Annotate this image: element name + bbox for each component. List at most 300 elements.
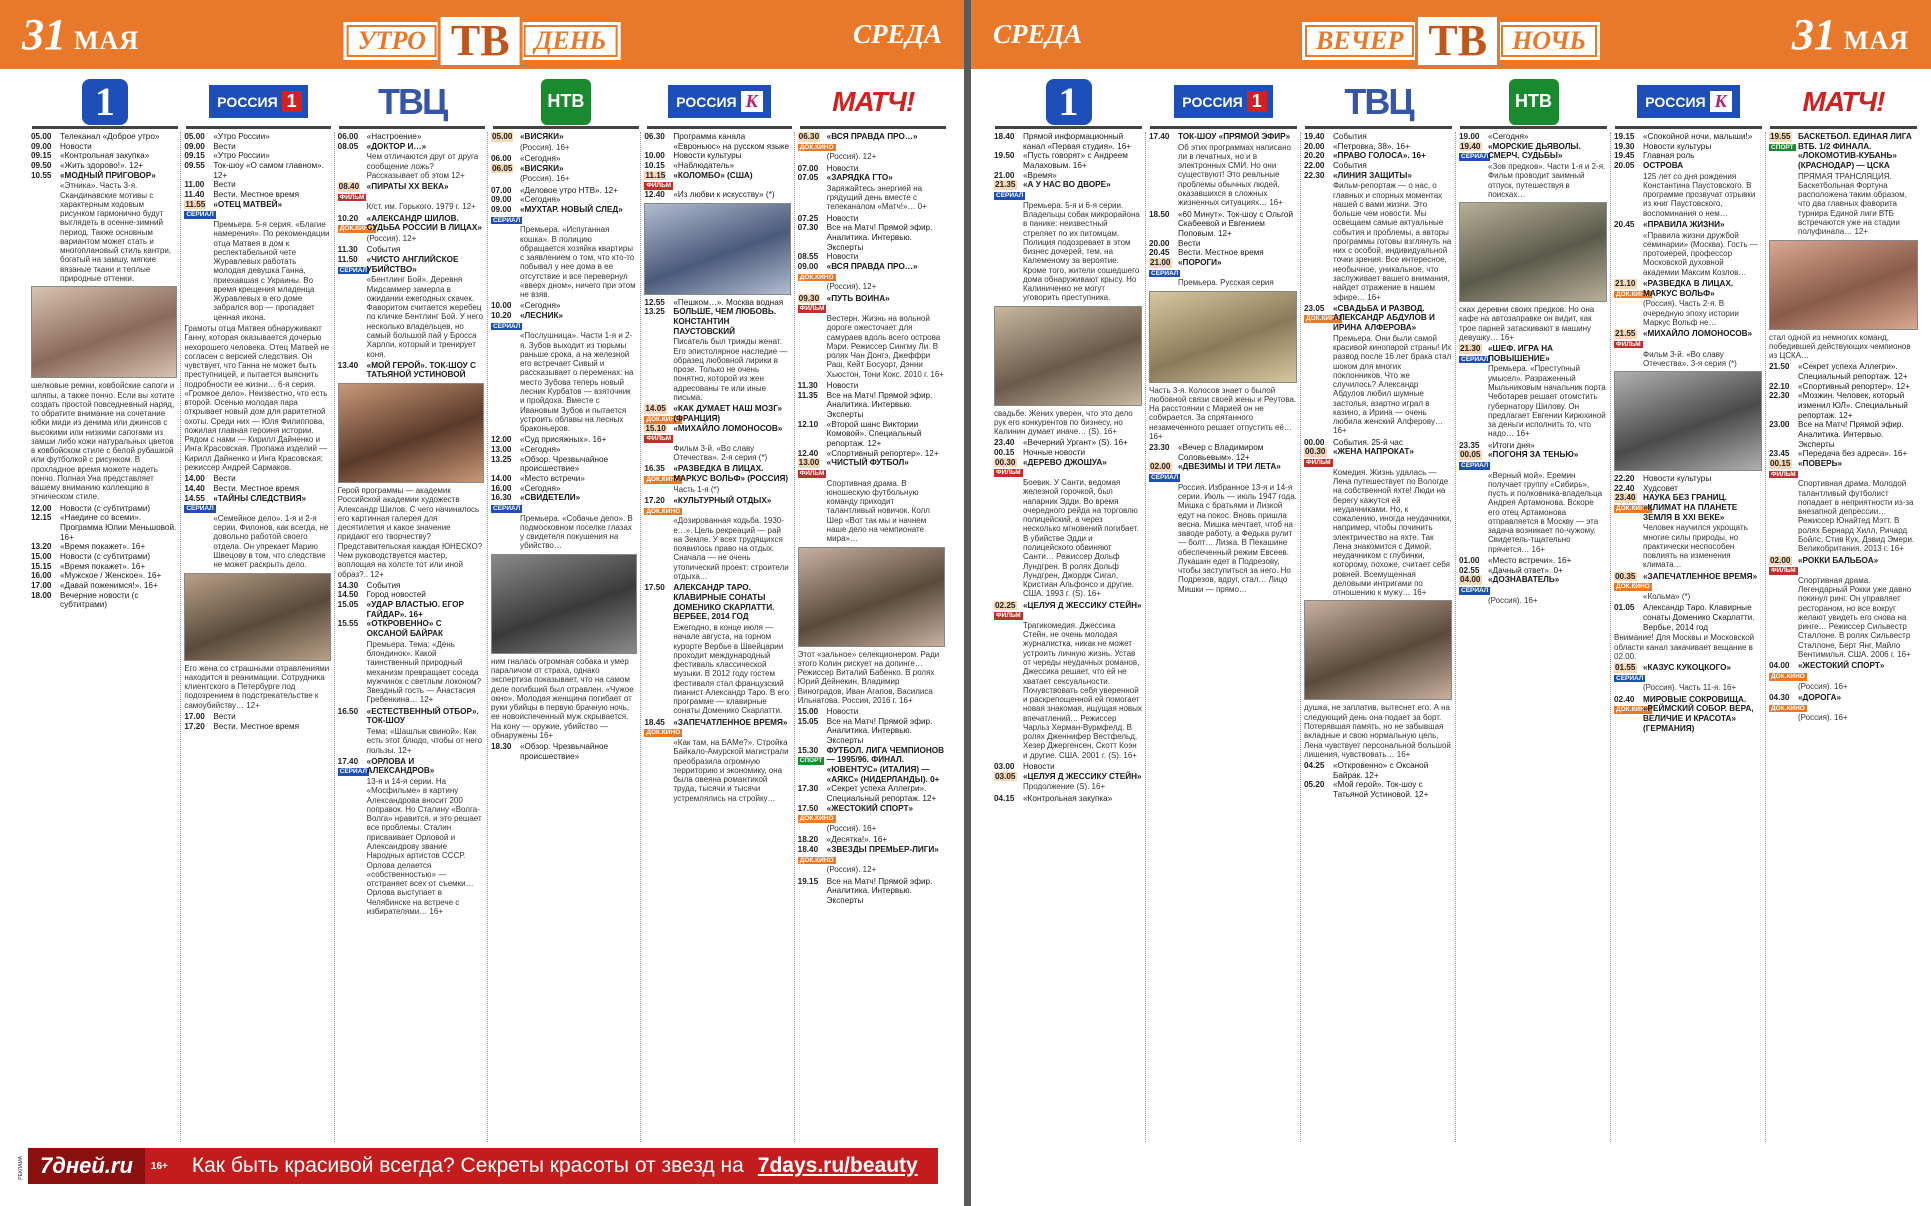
- program-time: 14.00: [184, 474, 205, 484]
- program-listing: [994, 132, 1142, 151]
- program-title: Новости: [60, 141, 92, 151]
- program-time-cell: [1459, 441, 1485, 451]
- program-time: 16.00: [490, 483, 512, 493]
- program-time: 21.55: [1615, 329, 1636, 339]
- program-title: «Вечерний Ургант» (S). 16+: [1023, 438, 1128, 448]
- program-description: Премьера. 5-я серия. «Благие намерения». По рекомендации отца Матвея в дом к респектабельной чете Журавлевых работать молодая девушка Ганна, приехавшая с Украины. Во время крещения младенца Журавлевых в его доме забрался вор — пропадает ценная икона.: [213, 220, 330, 322]
- program-time-cell: [798, 252, 824, 262]
- program-title: «Передача без адреса». 16+: [1798, 449, 1908, 459]
- program-listing: [338, 255, 484, 274]
- program-time: 07.00: [797, 163, 819, 173]
- genre-badge: ДОК.КИНО: [1616, 290, 1650, 298]
- program-time: 04.15: [994, 793, 1015, 803]
- program-title: «ПРАВИЛА ЖИЗНИ»: [1643, 220, 1725, 230]
- program-time: 11.30: [797, 380, 818, 390]
- program-time-cell: [491, 186, 517, 196]
- program-title: «А У НАС ВО ДВОРЕ»: [1023, 180, 1111, 190]
- program-time-cell: [994, 438, 1020, 448]
- right-date-number: 31: [1791, 10, 1836, 59]
- program-title: «Сегодня»: [519, 301, 561, 311]
- program-time-cell: [491, 445, 517, 455]
- program-listing: [1614, 695, 1762, 734]
- program-title: «Из любви к искусству» (*): [673, 190, 775, 200]
- program-time: 12.15: [31, 513, 52, 523]
- program-listing: [1769, 449, 1918, 459]
- program-time-cell: [994, 772, 1020, 782]
- genre-badge: СЕРИАЛ: [492, 322, 521, 330]
- ad-age-rating: 16+: [150, 1160, 168, 1172]
- program-description: Тема: «Шашлык свиной». Как есть этот блюдо, чтобы от него пользы. 12+: [366, 727, 483, 755]
- program-time: 23.35: [1459, 440, 1480, 450]
- program-listing: [184, 132, 330, 142]
- program-description: «Дозированная ходьба. 1930-е…». Цель рекреаций — рай на Земле. У всех трудящихся появилось право на отдых. Сначала — не очень утопический проект: строители отдыха…: [673, 516, 789, 582]
- program-listing: [338, 245, 484, 255]
- program-listing: [994, 601, 1142, 620]
- schedule-column-russia-1: [1146, 132, 1301, 1142]
- program-time-cell: [1614, 329, 1640, 348]
- program-time-cell: [798, 784, 824, 803]
- program-time-cell: [184, 132, 210, 142]
- genre-badge: СПОРТ: [799, 757, 823, 765]
- channel-logo-text: ТВЦ: [1344, 80, 1413, 122]
- program-title: «РОККИ БАЛЬБОА»: [1798, 555, 1879, 565]
- program-listing: [1149, 132, 1297, 142]
- program-time: 17.50: [644, 583, 665, 593]
- program-time-cell: [338, 361, 364, 380]
- program-time-cell: [31, 504, 57, 514]
- page-gutter: [964, 0, 971, 1206]
- program-time: 16.00: [31, 571, 52, 581]
- program-title: «Время»: [1023, 170, 1057, 180]
- program-listing: [1614, 220, 1762, 230]
- program-description: (Россия). 16+: [1798, 713, 1848, 723]
- program-description: (Россия). 16+: [519, 174, 570, 184]
- program-listing: [491, 301, 637, 311]
- right-header: [971, 0, 1931, 69]
- channel-logo-number: 1: [1247, 91, 1267, 112]
- program-description: Грамоты отца Матвея обнаруживают Ганну, которая оказывается дочерью нехорошего человека. Отец Матвей не согласен с версией следствия. Он чувствует, что Ганна не может быть преступницей, и пытается выяснить подробности ее жизни… 6-я серия. «Громкое дело». Неизвестно, что есть второй. Осенью молодая пара открывает новый дом для раритетной охоты. Среди них — Юля Филиппова, пожилая главная героиня истории. Рядом с нами — Кирилл Дайненко и Инга Красовская. Пропажа изделий — Кирилл Дайненко и Инга Красовская; режиссер Андрей Сармаков.: [184, 323, 330, 472]
- program-time: 18.40: [797, 845, 819, 855]
- program-time: 12.55: [644, 297, 665, 307]
- program-listing: [994, 794, 1142, 804]
- program-time: 15.05: [337, 600, 359, 610]
- ad-label: РЕКЛАМА: [18, 1156, 24, 1180]
- program-listing: [1769, 459, 1918, 478]
- channel-ntv-logo: [493, 77, 639, 129]
- program-description: сках деревни своих предков. Но она кафе на автозаправке он видит, как трое парней затаскивают в машину девушку… 16+: [1459, 305, 1595, 342]
- program-time: 17.00: [31, 581, 52, 591]
- program-time-cell: [184, 161, 210, 180]
- program-time-cell: [491, 301, 517, 311]
- right-weekday: СРЕДА: [993, 19, 1082, 49]
- program-listing: [338, 757, 484, 776]
- program-title: Вести: [213, 711, 236, 721]
- program-title: «Место встречи»: [519, 473, 585, 483]
- program-title: «ЕСТЕСТВЕННЫЙ ОТБОР». ТОК-ШОУ: [366, 706, 479, 726]
- program-time: 17.20: [184, 721, 205, 731]
- program-title: События: [366, 245, 401, 255]
- program-time-cell: [644, 161, 670, 171]
- program-time: 16.30: [490, 493, 512, 503]
- program-time-cell: [644, 307, 670, 336]
- program-time: 23.00: [1769, 420, 1790, 430]
- program-time: 04.00: [1460, 575, 1481, 585]
- program-title: «ДВЕЗИМЫ И ТРИ ЛЕТА»: [1178, 462, 1281, 472]
- program-time: 19.40: [1460, 141, 1481, 151]
- program-photo: [1769, 240, 1918, 330]
- program-time-cell: [1304, 438, 1330, 448]
- program-listing: [994, 171, 1142, 181]
- program-time: 14.40: [184, 483, 205, 493]
- program-title: «ОРЛОВА И АЛЕКСАНДРОВ»: [366, 756, 435, 776]
- program-title: «Дачный ответ». 0+: [1488, 565, 1563, 575]
- program-time-cell: [798, 294, 824, 313]
- program-time: 02.55: [1459, 565, 1480, 575]
- program-time: 02.00: [1770, 555, 1791, 565]
- program-title: Программа канала «Евроньюс» на русском языке: [673, 132, 790, 151]
- program-time-cell: [798, 132, 834, 151]
- program-time-cell: [338, 581, 364, 591]
- program-description: (Россия). 16+: [826, 824, 877, 834]
- program-time-cell: [1614, 474, 1640, 484]
- program-listing: [1459, 344, 1607, 363]
- program-listing: [798, 717, 945, 746]
- program-title: «Секрет успеха Аллегри». Специальный репортаж. 12+: [1798, 362, 1908, 382]
- program-time-cell: [994, 171, 1020, 181]
- program-description: Спортивная драма. В юношескую футбольную команду приходит талантливый новичок. Колл Шер «Вот так мы и начнем наше дело на чемпионате мира»…: [826, 478, 930, 544]
- program-time-cell: [1614, 663, 1644, 682]
- program-title: «Контрольная закупка»: [1023, 793, 1113, 803]
- program-time-cell: [338, 182, 364, 201]
- genre-badge: СЕРИАЛ: [1461, 461, 1489, 469]
- program-title: Вести. Местное время: [1178, 248, 1264, 258]
- program-title: Все на Матч! Прямой эфир. Аналитика. Интервью. Эксперты: [826, 223, 933, 252]
- channel-russia-1-logo: [1150, 77, 1297, 129]
- program-title: «60 Минут». Ток-шоу с Ольгой Скабеевой и Евгением Поповым. 12+: [1178, 209, 1294, 238]
- left-page: [0, 0, 964, 1206]
- program-time-cell: [184, 493, 214, 513]
- program-time: 10.00: [490, 301, 512, 311]
- program-title: АЛЕКСАНДР ТАРО. КЛАВИРНЫЕ СОНАТЫ ДОМЕНИКО СКАРЛАТТИ. ВЕРБЕЕ, 2014 ГОД: [673, 583, 775, 622]
- program-title: «Спортивный репортер». 12+: [1798, 381, 1910, 391]
- program-time: 23.40: [1615, 493, 1636, 503]
- program-listing: [31, 562, 177, 572]
- program-description: «Семейное дело». 1-я и 2-я серии. Филонов, как всегда, не довольно работой своего отдела. Он упрекает Марию Швецову в том, что следствие не может раскрыть дело.: [213, 513, 329, 570]
- program-listing: [338, 707, 484, 726]
- program-title: Телеканал «Доброе утро»: [60, 132, 160, 141]
- program-time-cell: [1149, 443, 1175, 462]
- program-title: Новости: [826, 213, 859, 223]
- channel-logo-text: РОССИЯ: [217, 93, 278, 110]
- program-listing: [184, 474, 330, 484]
- program-listing: [644, 464, 790, 483]
- program-description: (Россия). 16+: [1798, 681, 1848, 691]
- genre-badge: ФИЛЬМ: [799, 469, 825, 477]
- program-title: Прямой информационный канал «Первая студия». 16+: [1023, 132, 1132, 151]
- program-title: Новости (с субтитрами): [60, 552, 151, 562]
- program-listing: [994, 448, 1142, 458]
- program-description: Спортивная драма. Молодой талантливый футболист попадает в неприятности из-за внезапной депрессии… Режиссер Юнайтед Мэтт. В ролях Бернард Хилл, Ричард Бойлс, Стив Кук, Дэвид Эмери. Великобритания. 2013 г. 16+: [1798, 479, 1915, 554]
- program-title: «КАЗУС КУКОЦКОГО»: [1643, 663, 1732, 673]
- program-time: 06.05: [491, 163, 513, 173]
- genre-badge: ДОК.КИНО: [1771, 704, 1805, 712]
- program-listing: [1304, 780, 1452, 799]
- program-time: 05.20: [1304, 780, 1325, 790]
- program-description: Боевик. У Санти, ведомая железной горочкой, был напарник Эдди. Во время очередного рейда на торговлю полицейский, а через несколько мгновений погибает. В убийстве Эдди и полицейского обвиняют Санти… Режиссер Дольф Лундгрен. В ролях Дольф Лундгрен, Джордж Сигал, Кристиан Альфонсо и другие. США. 1993 г. (S). 16+: [1023, 478, 1139, 599]
- program-listing: [1614, 663, 1762, 682]
- program-time-cell: [490, 311, 521, 330]
- program-title: «МИХАЙЛО ЛОМОНОСОВ»: [1643, 329, 1753, 339]
- program-time-cell: [31, 513, 57, 542]
- program-time: 10.15: [644, 161, 665, 171]
- program-time: 07.25: [797, 213, 819, 223]
- program-title: «Давай поженимся!». 16+: [60, 581, 158, 591]
- program-listing: [338, 182, 484, 201]
- program-listing: [338, 142, 484, 152]
- program-listing: [798, 391, 945, 420]
- genre-badge: ДОК.КИНО: [1771, 672, 1805, 680]
- program-listing: [31, 513, 177, 542]
- program-title: События: [366, 580, 401, 590]
- program-time-cell: [644, 496, 681, 515]
- program-title: «Сегодня»: [519, 483, 561, 493]
- program-time: 10.20: [337, 213, 359, 223]
- program-title: «РАЗВЕДКА В ЛИЦАХ. МАРКУС ВОЛЬФ»: [1643, 279, 1734, 298]
- program-listing: [491, 474, 637, 484]
- program-time-cell: [337, 756, 368, 776]
- channel-logo-text: РОССИЯ: [1182, 93, 1243, 110]
- program-time: 07.05: [797, 173, 819, 183]
- program-title: «ТАЙНЫ СЛЕДСТВИЯ»: [213, 493, 307, 503]
- program-time: 03.05: [995, 771, 1016, 781]
- program-listing: [644, 424, 790, 443]
- right-date: [1792, 9, 1909, 60]
- program-description: К/ст. им. Горького. 1979 г. 12+: [366, 202, 476, 212]
- program-listing: [644, 132, 790, 151]
- program-title: Все на Матч! Прямой эфир. Аналитика. Интервью. Эксперты: [826, 716, 933, 746]
- program-description: (Россия). Часть 2-я. В очередную эпоху истории Маркус Вольф не…: [1643, 299, 1739, 327]
- program-description: «Кольма» (*): [1643, 592, 1691, 602]
- program-listing: [798, 214, 945, 224]
- program-title: Вести. Местное время: [213, 483, 300, 493]
- program-time: 13.00: [798, 458, 820, 468]
- program-time-cell: [798, 707, 824, 717]
- ntv-logo-icon: [541, 79, 591, 125]
- program-listing: [338, 619, 484, 638]
- program-title: «ДОРОГА»: [1798, 692, 1842, 702]
- genre-badge: ДОК.КИНО: [799, 815, 834, 823]
- genre-badge: ДОК.КИНО: [646, 476, 681, 484]
- program-time: 01.00: [1459, 556, 1480, 566]
- program-time-cell: [798, 381, 824, 391]
- program-time-cell: [644, 190, 670, 200]
- genre-badge: СЕРИАЛ: [339, 266, 368, 274]
- program-listing: [798, 381, 945, 391]
- channel-tvc-logo: [1305, 77, 1452, 129]
- program-title: «ВИСЯКИ»: [519, 132, 564, 141]
- program-time: 14.30: [337, 580, 359, 590]
- program-listing: [1459, 441, 1607, 451]
- program-listing: [1769, 661, 1918, 680]
- program-description: ПРЯМАЯ ТРАНСЛЯЦИЯ. Баскетбольная Фортуна расположена таким образом, что два главных фаворита турнира Единой лиги ВТБ встречаются уже на стадии полуфинала… 12+: [1798, 171, 1907, 237]
- program-time: 06.00: [490, 153, 512, 163]
- program-title: «УДАР ВЛАСТЬЮ. ЕГОР ГАЙДАР». 16+: [366, 600, 464, 619]
- program-time-cell: [797, 803, 834, 823]
- program-listing: [31, 142, 177, 152]
- program-time-cell: [1769, 132, 1795, 171]
- program-time-cell: [491, 195, 517, 205]
- program-listing: [1614, 329, 1762, 348]
- program-title: «Место встречи». 16+: [1488, 556, 1572, 566]
- program-title: «КУЛЬТУРНЫЙ ОТДЫХ»: [673, 496, 772, 506]
- program-description: ним гналась огромная собака и умер параличом от страха, однако экспертиза показывает, что на самом деле погибший был отравлен. «Чужое окно». Молодая женщина погибает от руки убийцы в первую брачную ночь, ее новоиспеченный муж скрывается. На кону — оружие, убийство — обнаружены 16+: [490, 656, 634, 740]
- ad-link[interactable]: 7days.ru/beauty: [757, 1154, 918, 1177]
- program-time: 03.00: [994, 761, 1015, 771]
- program-listing: [1304, 171, 1452, 181]
- program-title: «МОДНЫЙ ПРИГОВОР»: [60, 170, 156, 180]
- program-time-cell: [1614, 132, 1640, 142]
- program-time: 21.50: [1769, 362, 1790, 372]
- program-title: «ДОКТОР И…»: [366, 141, 427, 151]
- program-description: Спортивная драма. Легендарный Рокки уже давно покинул ринг. Он управляет рестораном, но все вокруг желают увидеть его снова на ринге… Режиссер Сильвестр Сталлоне. В ролях Сильвестр Сталлоне, Берт Янг, Майло Вентимилья. США. 2006 г. 16+: [1798, 575, 1912, 659]
- program-photo: [644, 203, 790, 295]
- program-time-cell: [798, 746, 824, 785]
- program-description: (Россия). 16+: [519, 142, 570, 152]
- program-title: «МИХАЙЛО ЛОМОНОСОВ»: [673, 423, 783, 433]
- program-time: 18.40: [994, 132, 1015, 141]
- program-time-cell: [338, 132, 364, 142]
- schedule-column-channel-one: [28, 132, 181, 1142]
- program-listing: [1614, 603, 1762, 632]
- program-time: 20.45: [1614, 220, 1635, 230]
- schedule-column-channel-one: [991, 132, 1146, 1142]
- program-description: Россия. Избранное 13-я и 14-я серии. Июль — июль 1947 года. Мишка с братьями и Лизкой едут на покос. Вновь пришла весна. Мишка мечтает, чтоб на заводе работу, а Федька рулит — болт… Лизка. В Пекашине обеспеченный режим Евсеев. Лукашин едет в Подрезову, чтобы заступиться за него. Но Подрезов, вдруг, стал… Лицо Мишки — прямо…: [1178, 482, 1297, 594]
- channel-logo-number: К: [741, 91, 763, 112]
- program-title: «Вечер с Владимиром Соловьевым». 12+: [1178, 443, 1264, 462]
- ad-banner[interactable]: [18, 1148, 938, 1184]
- program-listing: [338, 132, 484, 142]
- program-title: «СВИДЕТЕЛИ»: [519, 493, 581, 503]
- program-time: 17.50: [797, 803, 819, 813]
- genre-badge: ДОК.КИНО: [799, 143, 834, 151]
- program-time: 20.20: [1304, 151, 1325, 161]
- program-listing: [798, 164, 945, 174]
- program-title: Вечерние новости (с субтитрами): [60, 590, 139, 610]
- program-time-cell: [798, 391, 824, 420]
- match-logo-icon: [1803, 86, 1885, 118]
- program-title: Все на Матч! Прямой эфир. Аналитика. Интервью. Эксперты: [826, 876, 933, 906]
- program-time-cell: [644, 171, 670, 190]
- genre-badge: ДОК.КИНО: [799, 856, 834, 864]
- schedule-column-ntv: [488, 132, 641, 1142]
- program-time-cell: [491, 484, 517, 494]
- program-title: «Пешком…». Москва водная: [673, 297, 784, 307]
- program-title: «МОЙ ГЕРОЙ». ТОК-ШОУ С ТАТЬЯНОЙ УСТИНОВОЙ: [366, 360, 476, 380]
- program-time: 14.00: [490, 473, 512, 483]
- program-listing: [798, 784, 945, 803]
- program-time: 00.30: [995, 457, 1016, 467]
- program-title: Главная роль: [1643, 151, 1695, 161]
- program-listing: [491, 195, 637, 205]
- program-title: «Спокойной ночи, малыши!»: [1643, 132, 1753, 141]
- program-time: 09.30: [798, 293, 820, 303]
- program-listing: [994, 438, 1142, 448]
- program-time: 19.00: [1459, 132, 1480, 141]
- genre-badge: СЕРИАЛ: [1151, 474, 1179, 482]
- program-time: 14.50: [337, 590, 359, 600]
- program-description: (Россия). 12+: [826, 282, 877, 292]
- program-listing: [1769, 556, 1918, 575]
- program-time-cell: [1614, 484, 1640, 494]
- program-description: Премьера. Русская серия: [1178, 278, 1274, 288]
- program-title: «Контрольная закупка»: [60, 151, 150, 161]
- program-time: 23.45: [1769, 449, 1790, 459]
- program-listing: [1769, 132, 1918, 171]
- russia-1-logo-icon: [209, 85, 307, 118]
- program-title: Все на Матч! Прямой эфир. Аналитика. Интервью. Эксперты: [826, 390, 933, 419]
- program-time: 14.05: [645, 404, 666, 414]
- program-time-cell: [1769, 449, 1795, 459]
- program-description: Часть 3-я. Колосов знает о былой любовной связи своей жены и Реутова. На расстоянии с Марией он не собирается. За спрятанного незамеченного решает отпустить её… 16+: [1149, 385, 1297, 441]
- program-listing: [798, 262, 945, 281]
- left-section-logo: [344, 14, 621, 68]
- tvc-logo-icon: [378, 81, 446, 123]
- program-time: 05.00: [31, 132, 52, 141]
- program-time: 18.50: [1149, 209, 1170, 219]
- program-listing: [491, 435, 637, 445]
- channel-match-logo: [800, 77, 946, 129]
- right-channel-strip: [971, 77, 1931, 129]
- program-listing: [798, 877, 945, 906]
- genre-badge: ДОК.КИНО: [339, 225, 374, 233]
- program-time: 17.30: [797, 784, 819, 794]
- program-listing: [184, 200, 330, 219]
- program-time-cell: [338, 590, 364, 600]
- program-title: «Сегодня»: [1488, 132, 1529, 141]
- program-listing: [338, 590, 484, 600]
- program-description: Ежегодно, в конце июля — начале августа, на горном курорте Вербье в Швейцарии проходит международный фестиваль классической музыки. В 2012 году гостем фестиваля стал французский пианист Александр Таро. В его программе — клавирные сонаты Доменико Скарлатти.: [673, 622, 790, 716]
- program-time-cell: [994, 448, 1020, 458]
- program-title: Новости культуры: [1643, 141, 1712, 151]
- program-time-cell: [644, 404, 681, 423]
- program-title: «ПИРАТЫ XX ВЕКА»: [366, 182, 449, 192]
- program-listing: [1459, 132, 1607, 142]
- program-listing: [1459, 575, 1607, 594]
- program-time: 02.00: [1150, 462, 1171, 472]
- program-listing: [1614, 161, 1762, 171]
- program-time: 09.15: [184, 151, 205, 161]
- program-listing: [1459, 450, 1607, 469]
- program-time: 23.40: [994, 438, 1015, 448]
- genre-badge: ФИЛЬМ: [1616, 340, 1641, 348]
- program-time-cell: [1459, 566, 1485, 576]
- program-description: Внимание! Для Москвы и Московской области канал закачивает вещание в 02.00.: [1614, 633, 1755, 661]
- russia-1-logo-icon: [1174, 85, 1272, 118]
- program-time-cell: [338, 142, 364, 152]
- program-listing: [31, 552, 177, 562]
- program-listing: [994, 762, 1142, 772]
- program-time-cell: [184, 190, 210, 200]
- channel-russia-k-logo: [647, 77, 793, 129]
- program-listing: [184, 142, 330, 152]
- channel-logo-text: ТВЦ: [378, 80, 447, 122]
- program-title: МИРОВЫЕ СОКРОВИЩА. «РЕЙМСКИЙ СОБОР. ВЕРА, ВЕЛИЧИЕ И КРАСОТА» (ГЕРМАНИЯ): [1643, 694, 1754, 733]
- program-time-cell: [337, 255, 368, 274]
- program-time-cell: [184, 722, 210, 732]
- program-title: «ЛЕСНИК»: [519, 311, 564, 321]
- genre-badge: ДОК.КИНО: [646, 507, 681, 515]
- program-time-cell: [1614, 151, 1640, 161]
